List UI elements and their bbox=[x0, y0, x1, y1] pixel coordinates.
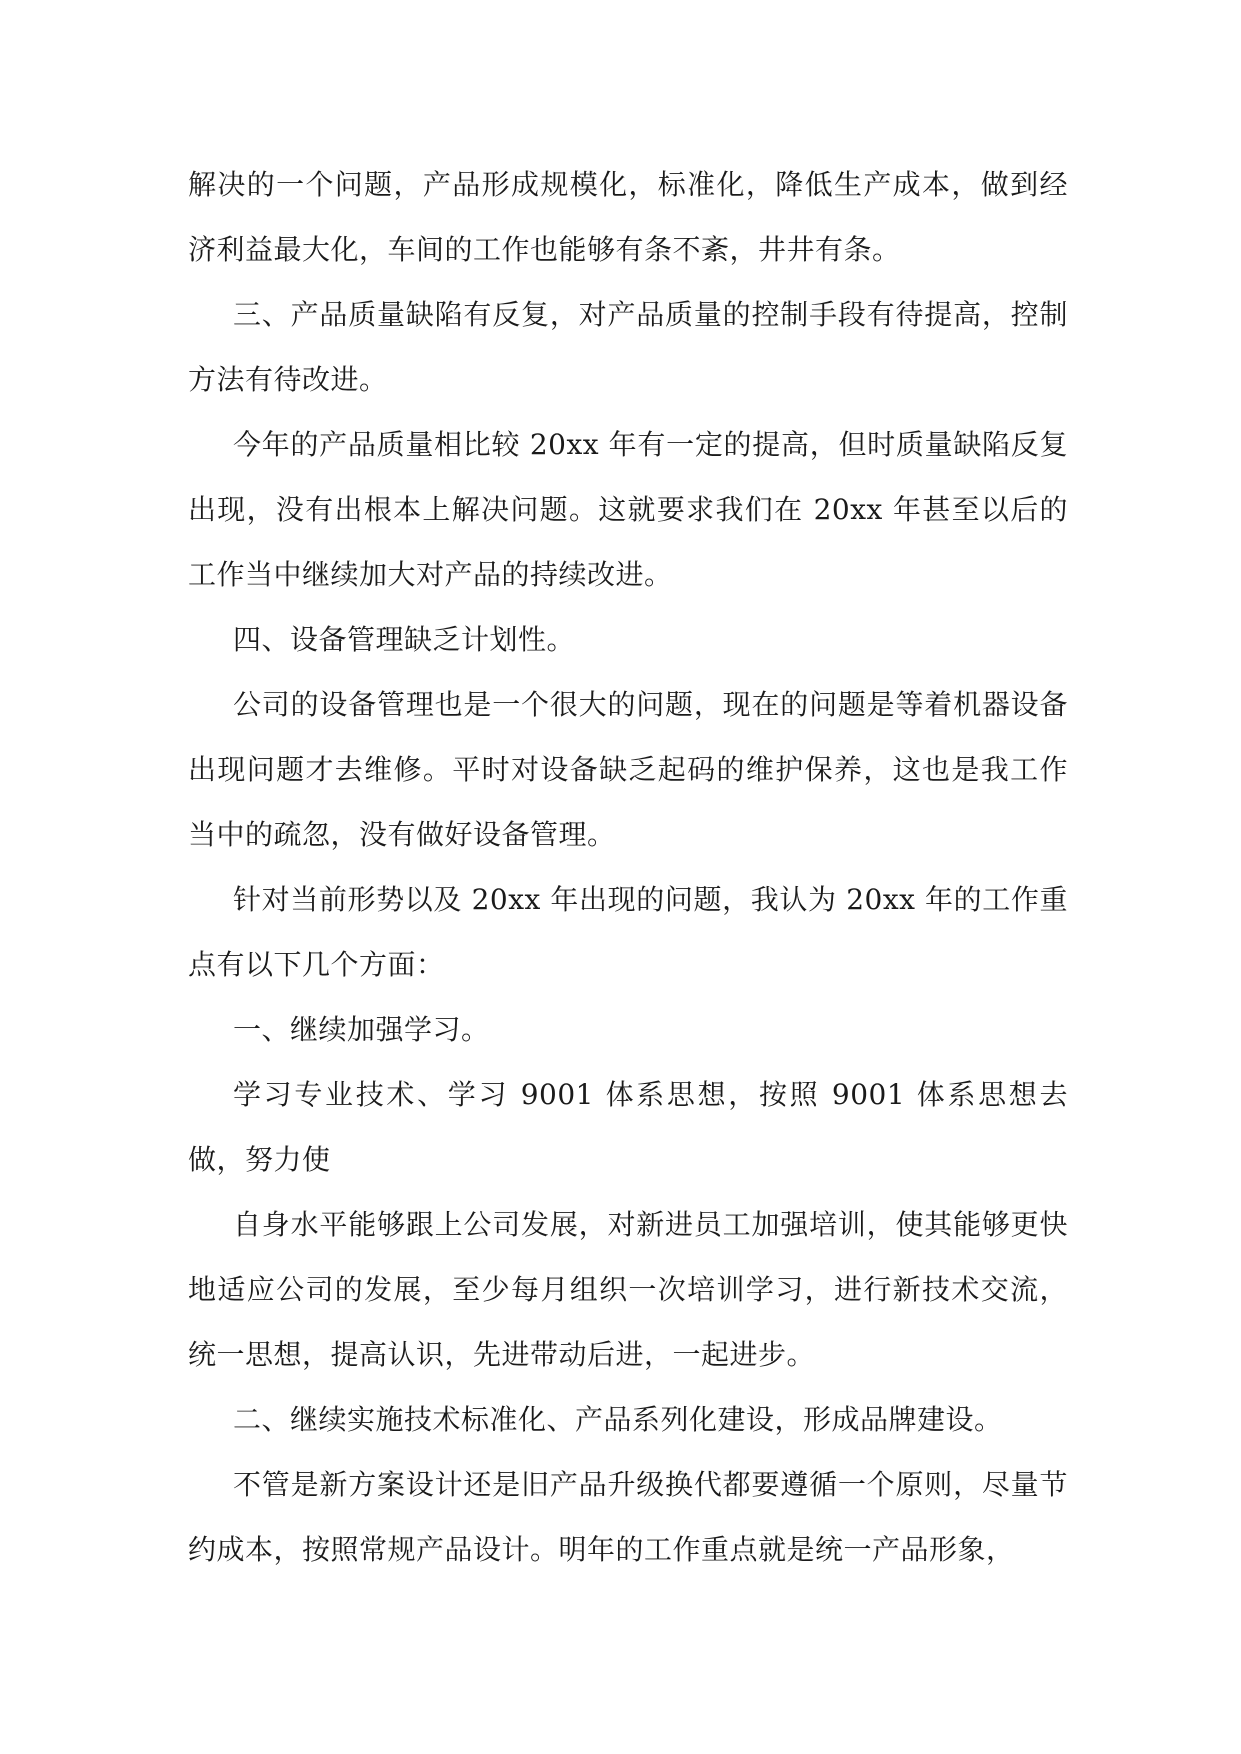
paragraph: 学习专业技术、学习 9001 体系思想，按照 9001 体系思想去做，努力使 bbox=[188, 1078, 1068, 1176]
document-body bbox=[188, 152, 1068, 1582]
paragraph: 自身水平能够跟上公司发展，对新进员工加强培训，使其能够更快地适应公司的发展，至少每月组织一次培训学习，进行新技术交流，统一思想，提高认识，先进带动后进，一起进步。 bbox=[188, 1208, 1068, 1371]
paragraph: 今年的产品质量相比较 20xx 年有一定的提高，但时质量缺陷反复出现，没有出根本上解决问题。这就要求我们在 20xx 年甚至以后的工作当中继续加大对产品的持续改进。 bbox=[188, 428, 1068, 591]
section-heading-1: 一、继续加强学习。 bbox=[233, 1013, 490, 1046]
paragraph: 公司的设备管理也是一个很大的问题，现在的问题是等着机器设备出现问题才去维修。平时对设备缺乏起码的维护保养，这也是我工作当中的疏忽，没有做好设备管理。 bbox=[188, 688, 1068, 851]
paragraph-continuation: 解决的一个问题，产品形成规模化，标准化，降低生产成本，做到经济利益最大化，车间的工作也能够有条不紊，井井有条。 bbox=[188, 168, 1068, 266]
paragraph: 针对当前形势以及 20xx 年出现的问题，我认为 20xx 年的工作重点有以下几个方面： bbox=[188, 883, 1068, 981]
section-heading-2: 二、继续实施技术标准化、产品系列化建设，形成品牌建设。 bbox=[233, 1403, 1003, 1436]
paragraph: 不管是新方案设计还是旧产品升级换代都要遵循一个原则，尽量节约成本，按照常规产品设计。明年的工作重点就是统一产品形象， bbox=[188, 1468, 1068, 1566]
section-heading-3: 三、产品质量缺陷有反复，对产品质量的控制手段有待提高，控制方法有待改进。 bbox=[188, 298, 1068, 396]
section-heading-4: 四、设备管理缺乏计划性。 bbox=[233, 623, 576, 656]
